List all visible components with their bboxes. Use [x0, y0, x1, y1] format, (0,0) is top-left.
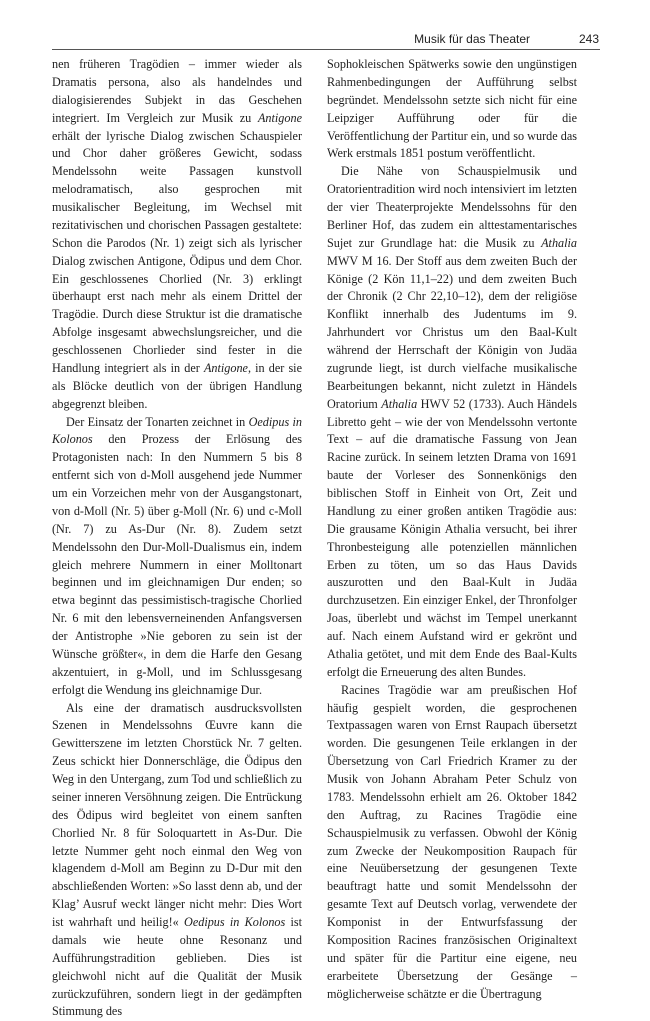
italic-title: Antigone	[204, 361, 248, 375]
text-run: , in der sie als Blöcke deutlich von der übrigen Handlung abgegrenzt bleiben.	[52, 361, 302, 411]
left-text-column	[52, 56, 302, 1021]
text-run: erhält der lyrische Dialog zwischen Schauspieler und Chor daher größeres Gewicht, sodass Mendelssohn weite Passagen kunstvoll melodramatisch, also gesprochen mit musikalischer Begleitung, im Wechsel mit rezitativischen und chorischen Passagen gestaltete: Schon die Parodos (Nr. 1) zeigt sich als lyrischer Dialog zwischen Antigone, Ödipus und dem Chor. Ein geschlossenes Chorlied (Nr. 3) erklingt überhaupt erst nach mehr als einem Drittel der Tragödie. Durch diese Struktur ist die dramatische Abfolge insgesamt abwechslungsreicher, und die geschlossenen Chorlieder sind fester in die Handlung integriert als in der	[52, 129, 302, 375]
paragraph	[52, 700, 302, 1021]
right-text-column	[327, 56, 577, 1003]
text-run: Racines Tragödie war am preußischen Hof häufig gespielt worden, die gesprochenen Textpassagen waren von Ernst Raupach übersetzt worden. Die gesungenen Teile erklangen in der Übersetzung von Carl Friedrich Kramer zu der Musik von Johann Abraham Peter Schulz von 1783. Mendelssohn erhielt am 26. Oktober 1842 den Auftrag, zu Racines Tragödie eine Schauspielmusik zu verfassen. Obwohl der König zum Zwecke der Neukomposition Raupach für eine Neuübersetzung der gesungenen Texte beauftragt hatte und somit Mendelssohn der gesamte Text auf Deutsch vorlag, verwendete der Komponist in der Entwurfsfassung der Komposition Racines französischen Originaltext und später für die Partitur eine eigene, neu erarbeitete Übersetzung der Gesänge – möglicherweise schätzte er die Übertragung	[327, 683, 577, 1001]
paragraph	[52, 56, 302, 414]
page-number: 243	[579, 32, 599, 46]
running-title: Musik für das Theater	[414, 32, 530, 46]
paragraph	[327, 163, 577, 681]
header-rule	[52, 49, 600, 50]
text-run: Die Nähe von Schauspielmusik und Oratorientradition wird noch intensiviert im letzten der vier Theaterprojekte Mendelssohns für den Berliner Hof, das zudem ein alttestamentarisches Sujet zur Grundlage hat: die Musik zu	[327, 164, 577, 250]
italic-title: Antigone	[258, 111, 302, 125]
text-run: Der Einsatz der Tonarten zeichnet in	[66, 415, 249, 429]
running-header	[52, 29, 600, 49]
text-run: den Prozess der Erlösung des Protagonisten nach: In den Nummern 5 bis 8 entfernt sich von d-Moll ausgehend jede Nummer um ein Vorzeichen mehr von der Ausgangstonart, von d-Moll (Nr. 5) über g-Moll (Nr. 6) und c-Moll (Nr. 7) zu As-Dur (Nr. 8). Zudem setzt Mendelssohn den Dur-Moll-Dualismus ein, indem gleich mehrere Nummern in einer Molltonart beginnen und im gleichnamigen Dur enden; so etwa beginnt das pessimistisch-tragische Chorlied Nr. 6 mit den lebensverneinenden Anfangsversen der Antistrophe »Nie geboren zu sein ist der Wünsche größter«, in dem die Harfe den Gesang akzentuiert, in g-Moll, und im Schlussgesang erfolgt die Wendung ins gleichnamige Dur.	[52, 432, 302, 696]
italic-title: Athalia	[381, 397, 417, 411]
paragraph	[52, 414, 302, 700]
text-run: HWV 52 (1733). Auch Händels Libretto geht – wie der von Mendelssohn vertonte Text – auf die dramatische Fassung von Jean Racine zurück. In seinem letzten Drama von 1691 baute der Vorleser des Sonnenkönigs den biblischen Stoff in Einheit von Ort, Zeit und Handlung zu einer großen antiken Tragödie aus: Die grausame Königin Athalia versucht, bei ihrer Thronbesteigung alle potenziellen männlichen Erben zu töten, um so das Haus Davids auszurotten und den Baal-Kult in Judäa durchzusetzen. Ein einziger Enkel, der Thronfolger Joas, überlebt und wächst im Tempel unerkannt auf. Nach einem Aufstand wird er gekrönt und Athalia getötet, und mit dem Ende des Baal-Kults erfolgt die Erneuerung des alten Bundes.	[327, 397, 577, 679]
text-run: nen früheren Tragödien – immer wieder als Dramatis persona, also als handelndes und dialogisierendes Subjekt in das Geschehen integriert. Im Vergleich zur Musik zu	[52, 57, 302, 125]
text-run: MWV M 16. Der Stoff aus dem zweiten Buch der Könige (2 Kön 11,1–22) und dem zweiten Buch der Chronik (2 Chr 22,10–12), dem der religiöse Konflikt innerhalb des Judentums im 9. Jahrhundert vor Christus um den Baal-Kult während der Herrschaft der Königin von Judäa zugrunde liegt, ist durch vielfache musikalische Bearbeitungen bekannt, nicht zuletzt in Händels Oratorium	[327, 254, 577, 411]
italic-title: Athalia	[541, 236, 577, 250]
paragraph	[327, 56, 577, 163]
italic-title: Oedipus in Kolonos	[184, 915, 285, 929]
italic-title: Oedipus in Kolonos	[52, 415, 302, 447]
text-run: ist damals wie heute ohne Resonanz und Aufführungstradition geblieben. Dies ist gleichwohl nicht auf die Qualität der Musik zurückzuführen, sondern liegt in der gedämpften Stimmung des	[52, 915, 302, 1018]
text-run: Als eine der dramatisch ausdrucksvollsten Szenen in Mendelssohns Œuvre kann die Gewitterszene im letzten Chorstück Nr. 7 gelten. Zeus schickt hier Donnerschläge, die Ödipus den Weg in den Untergang, zum Tod und schließlich zu seiner inneren Versöhnung zeigen. Die Entrückung des Ödipus wird begleitet von einem sanften Chorlied Nr. 8 für Soloquartett in As-Dur. Die letzte Nummer geht noch einmal den Weg von klagendem d-Moll am Beginn zu D-Dur mit den abschließenden Worten: »So lasst denn ab, und der Klag’ Ausruf weckt länger nicht mehr: Dies Wort ist wahrhaft und heilig!«	[52, 701, 302, 930]
text-run: Sophokleischen Spätwerks sowie den ungünstigen Rahmenbedingungen der Aufführung selbst begründet. Mendelssohn setzte sich nicht für eine Leipziger Aufführung oder für die Veröffentlichung der Partitur ein, und so wurde das Werk erstmals 1851 postum veröffentlicht.	[327, 57, 577, 160]
paragraph	[327, 682, 577, 1004]
